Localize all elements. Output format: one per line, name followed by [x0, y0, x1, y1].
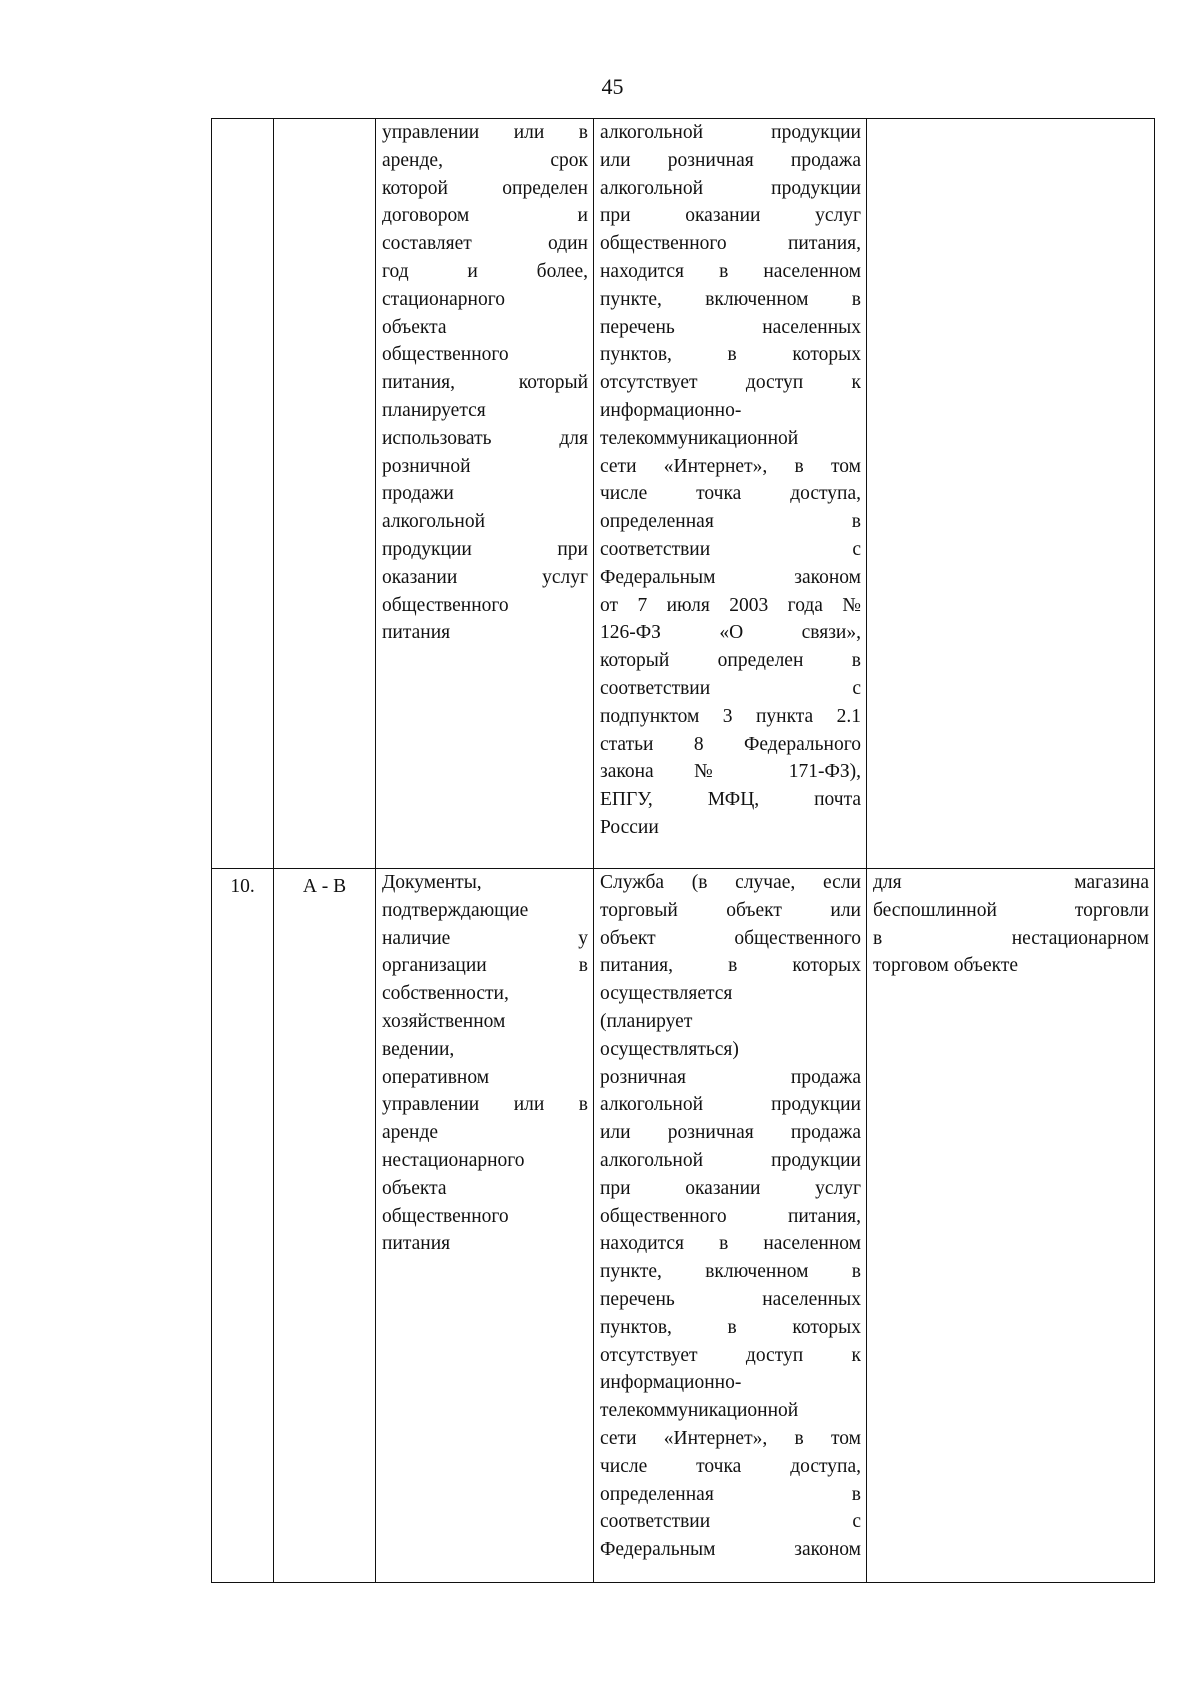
text-line: использовать для [382, 427, 588, 449]
text-line: аренде [382, 1122, 439, 1144]
text-line: алкогольной продукции [600, 177, 861, 199]
text-line: числе точка доступа, [600, 1455, 861, 1477]
text-line: подпунктом 3 пункта 2.1 [600, 705, 861, 727]
table-row [212, 119, 1155, 869]
text-line: для магазина [873, 872, 1149, 893]
text-line: хозяйственном [382, 1010, 506, 1032]
text-line: соответствии с [600, 538, 861, 560]
text-line: Федеральным законом [600, 566, 861, 588]
text-line: организации в [382, 955, 588, 977]
text-line: алкогольной продукции [600, 122, 861, 143]
text-line: питания [382, 622, 451, 644]
text-line: договором и [382, 205, 588, 227]
text-line: который определен в [600, 650, 861, 672]
note-cell [867, 119, 1155, 869]
text-line: общественного [382, 344, 509, 366]
text-line: розничная продажа [600, 1066, 861, 1088]
row-number [212, 119, 273, 123]
text-line: Служба (в случае, если [600, 872, 861, 893]
text-line: пункте, включенном в [600, 1261, 861, 1283]
text-line: закона № 171-ФЗ), [600, 761, 861, 783]
text-line: оперативном [382, 1066, 490, 1088]
text-line: алкогольной продукции [600, 1094, 861, 1116]
row-category: А - В [302, 876, 347, 897]
text-line: (планирует [600, 1010, 693, 1032]
text-line: России [600, 816, 659, 838]
text-line: стационарного [382, 288, 505, 310]
document-cell [376, 869, 594, 1583]
text-line: ведении, [382, 1038, 455, 1060]
text-line: числе точка доступа, [600, 483, 861, 505]
text-line: или розничная продажа [600, 149, 861, 171]
text-line: сети «Интернет», в том [600, 1427, 861, 1449]
document-text [376, 869, 593, 1258]
text-line: питания [382, 1233, 451, 1255]
text-line: год и более, [382, 260, 588, 282]
text-line: отсутствует доступ к [600, 1344, 861, 1366]
document-text [376, 119, 593, 647]
text-line: телекоммуникационной [600, 1400, 799, 1422]
text-line: сети «Интернет», в том [600, 455, 861, 477]
source-text [594, 119, 866, 842]
row-number-cell [212, 869, 274, 1583]
text-line: от 7 июля 2003 года № [600, 594, 861, 616]
text-line: перечень населенных [600, 1288, 861, 1310]
text-line: в нестационарном [873, 927, 1149, 949]
text-line: подтверждающие [382, 899, 529, 921]
text-line: находится в населенном [600, 1233, 861, 1255]
text-line: статьи 8 Федерального [600, 733, 861, 755]
text-line: объекта [382, 1177, 447, 1199]
text-line: общественного питания, [600, 1205, 861, 1227]
text-line: пунктов, в которых [600, 344, 861, 366]
text-line: при оказании услуг [600, 205, 861, 227]
text-line: общественного питания, [600, 233, 861, 255]
text-line: Федеральным законом [600, 1539, 861, 1561]
text-line: осуществляться) [600, 1038, 739, 1060]
text-line: объект общественного [600, 927, 861, 949]
note-text [867, 869, 1154, 980]
text-line: собственности, [382, 983, 509, 1005]
text-line: алкогольной продукции [600, 1149, 861, 1171]
requirements-table [211, 118, 1155, 1583]
text-line: беспошлинной торговли [873, 899, 1149, 921]
text-line: отсутствует доступ к [600, 372, 861, 394]
text-line: информационно- [600, 1372, 742, 1394]
row-number: 10. [230, 876, 255, 897]
text-line: продажи [382, 483, 454, 505]
text-line: Документы, [382, 872, 482, 893]
text-line: оказании услуг [382, 566, 588, 588]
text-line: соответствии с [600, 1511, 861, 1533]
text-line: управлении или в [382, 122, 588, 143]
text-line: информационно- [600, 399, 742, 421]
row-category [274, 119, 375, 123]
text-line: продукции при [382, 538, 588, 560]
text-line: розничной [382, 455, 471, 477]
source-cell [594, 119, 867, 869]
text-line: управлении или в [382, 1094, 588, 1116]
text-line: пунктов, в которых [600, 1316, 861, 1338]
text-line: торговом объекте [873, 955, 1019, 977]
text-line: телекоммуникационной [600, 427, 799, 449]
text-line: которой определен [382, 177, 588, 199]
text-line: соответствии с [600, 677, 861, 699]
text-line: или розничная продажа [600, 1122, 861, 1144]
text-line: 126-ФЗ «О связи», [600, 622, 861, 644]
note-cell [867, 869, 1155, 1583]
category-cell [274, 119, 376, 869]
text-line: общественного [382, 1205, 509, 1227]
source-cell [594, 869, 867, 1583]
text-line: определенная в [600, 1483, 861, 1505]
text-line: планируется [382, 399, 486, 421]
text-line: питания, в которых [600, 955, 861, 977]
table-row [212, 869, 1155, 1583]
text-line: алкогольной [382, 511, 486, 533]
text-line: нестационарного [382, 1149, 525, 1171]
text-line: осуществляется [600, 983, 733, 1005]
text-line: ЕПГУ, МФЦ, почта [600, 789, 861, 811]
row-number-cell [212, 119, 274, 869]
text-line: торговый объект или [600, 899, 861, 921]
text-line: объекта [382, 316, 447, 338]
text-line: находится в населенном [600, 260, 861, 282]
document-cell [376, 119, 594, 869]
text-line: общественного [382, 594, 509, 616]
text-line: составляет один [382, 233, 588, 255]
source-text [594, 869, 866, 1564]
text-line: перечень населенных [600, 316, 861, 338]
text-line: питания, который [382, 372, 588, 394]
text-line: пункте, включенном в [600, 288, 861, 310]
page-number: 45 [601, 74, 624, 99]
category-cell [274, 869, 376, 1583]
text-line: при оказании услуг [600, 1177, 861, 1199]
text-line: определенная в [600, 511, 861, 533]
text-line: аренде, срок [382, 149, 588, 171]
text-line: наличие у [382, 927, 588, 949]
